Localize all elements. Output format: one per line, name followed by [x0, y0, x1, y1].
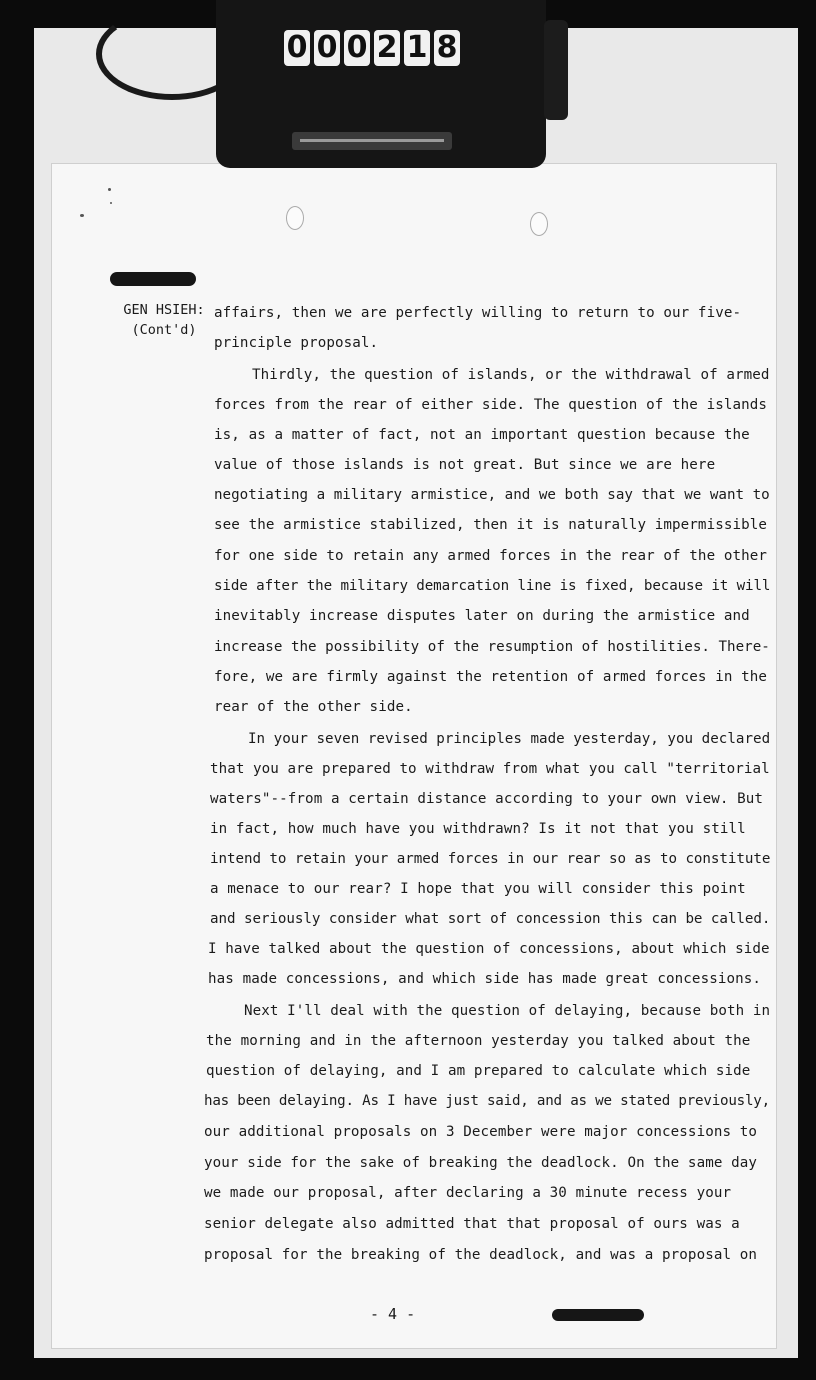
- text-line: intend to retain your armed forces in our rear so as to constitute: [210, 851, 771, 867]
- classification-redaction: [552, 1309, 644, 1321]
- text-line: fore, we are firmly against the retention of armed forces in the: [214, 669, 768, 685]
- text-line: inevitably increase disputes later on during the armistice and: [214, 608, 750, 624]
- speck: [108, 188, 111, 191]
- text-line: negotiating a military armistice, and we both say that we want to: [214, 487, 770, 503]
- frame-counter-digits: [284, 30, 460, 66]
- text-line: see the armistice stabilized, then it is naturally impermissible: [214, 517, 768, 533]
- text-line: question of delaying, and I am prepared to calculate which side: [206, 1063, 751, 1079]
- counter-digit: 2: [374, 30, 400, 66]
- text-line: that you are prepared to withdraw from what you call "territorial: [210, 761, 770, 777]
- text-line: is, as a matter of fact, not an important question because the: [214, 427, 750, 443]
- counter-digit: 0: [284, 30, 310, 66]
- counter-digit: 8: [434, 30, 460, 66]
- text-line: proposal for the breaking of the deadlock, and was a proposal on: [204, 1247, 758, 1263]
- speaker-name: GEN HSIEH:: [123, 302, 205, 318]
- text-line: for one side to retain any armed forces in the rear of the other: [214, 548, 768, 564]
- text-line: affairs, then we are perfectly willing to return to our five-: [214, 305, 742, 321]
- text-line: senior delegate also admitted that that proposal of ours was a: [204, 1216, 740, 1232]
- text-line: our additional proposals on 3 December were major concessions to: [204, 1124, 758, 1140]
- text-line: and seriously consider what sort of concession this can be called.: [210, 911, 771, 927]
- text-line: principle proposal.: [214, 335, 379, 351]
- text-line: Next I'll deal with the question of delaying, because both in: [244, 1003, 771, 1019]
- counter-plate: [292, 132, 452, 150]
- text-line: has made concessions, and which side has made great concessions.: [208, 971, 762, 987]
- punch-hole: [286, 206, 304, 230]
- text-line: in fact, how much have you withdrawn? Is it not that you still: [210, 821, 746, 837]
- speaker-label: [118, 300, 210, 340]
- text-line: forces from the rear of either side. The question of the islands: [214, 397, 768, 413]
- text-line: increase the possibility of the resumption of hostilities. There-: [214, 639, 770, 655]
- speck: [110, 202, 112, 204]
- punch-hole: [530, 212, 548, 236]
- counter-digit: 0: [344, 30, 370, 66]
- speaker-continued: (Cont'd): [131, 322, 197, 338]
- text-line: has been delaying. As I have just said, and as we stated previously,: [204, 1093, 770, 1109]
- text-line: rear of the other side.: [214, 699, 413, 715]
- text-line: waters"--from a certain distance according to your own view. But: [210, 791, 764, 807]
- text-line: value of those islands is not great. But since we are here: [214, 457, 716, 473]
- text-line: side after the military demarcation line is fixed, because it will: [214, 578, 771, 594]
- counter-digit: 1: [404, 30, 430, 66]
- counter-knob: [544, 20, 568, 120]
- text-line: I have talked about the question of concessions, about which side: [208, 941, 770, 957]
- text-line: we made our proposal, after declaring a 30 minute recess your: [204, 1185, 732, 1201]
- text-line: the morning and in the afternoon yesterday you talked about the: [206, 1033, 751, 1049]
- text-line: In your seven revised principles made yesterday, you declared: [248, 731, 771, 747]
- page-number: - 4 -: [370, 1305, 416, 1323]
- classification-redaction: [110, 272, 196, 286]
- speck: [80, 214, 84, 217]
- counter-digit: 0: [314, 30, 340, 66]
- text-line: Thirdly, the question of islands, or the withdrawal of armed: [252, 367, 770, 383]
- text-line: your side for the sake of breaking the deadlock. On the same day: [204, 1155, 758, 1171]
- text-line: a menace to our rear? I hope that you will consider this point: [210, 881, 746, 897]
